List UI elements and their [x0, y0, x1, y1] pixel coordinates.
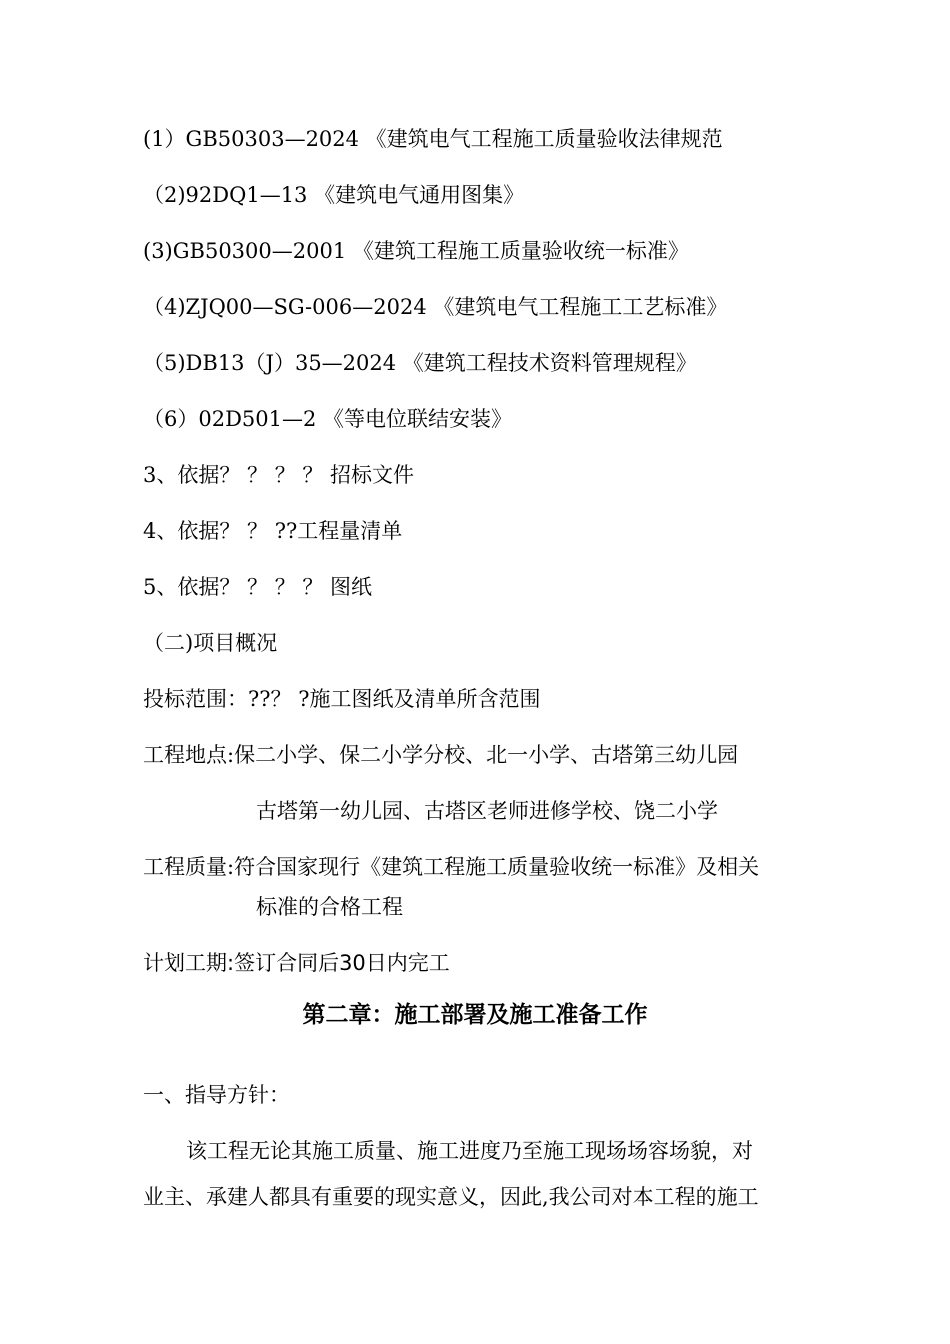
reference-item-6: （6）02D501—2 《等电位联结安装》 [143, 407, 513, 431]
project-location-continued: 古塔第一幼儿园、古塔区老师进修学校、饶二小学 [256, 799, 718, 823]
overview-title: （二)项目概况 [143, 631, 278, 655]
basis-tender-documents: 3、依据？ ？ ？ ？ 招标文件 [143, 463, 415, 487]
project-quality: 工程质量:符合国家现行《建筑工程施工质量验收统一标准》及相关 [143, 855, 760, 879]
reference-item-4: （4)ZJQ00—SG-006—2024 《建筑电气工程施工工艺标准》 [143, 295, 728, 319]
planned-schedule: 计划工期:签订合同后30日内完工 [143, 951, 450, 975]
section-guiding-principles: 一、指导方针： [143, 1083, 290, 1107]
bid-scope: 投标范围：??？ ?施工图纸及清单所含范围 [143, 687, 541, 711]
basis-bill-of-quantities: 4、依据？ ？ ??工程量清单 [143, 519, 403, 543]
basis-drawings: 5、依据？ ？ ？ ？ 图纸 [143, 575, 373, 599]
reference-item-3: (3)GB50300—2001 《建筑工程施工质量验收统一标准》 [143, 239, 689, 263]
paragraph-line-2: 业主、承建人都具有重要的现实意义，因此,我公司对本工程的施工 [143, 1185, 759, 1209]
reference-item-1: (1）GB50303—2024 《建筑电气工程施工质量验收法律规范 [143, 127, 723, 151]
paragraph-line-1: 该工程无论其施工质量、施工进度乃至施工现场场容场貌，对 [186, 1139, 753, 1163]
project-quality-continued: 标准的合格工程 [256, 895, 403, 919]
project-location: 工程地点:保二小学、保二小学分校、北一小学、古塔第三幼儿园 [143, 743, 739, 767]
reference-item-2: （2)92DQ1—13 《建筑电气通用图集》 [143, 183, 525, 207]
reference-item-5: （5)DB13（J）35—2024 《建筑工程技术资料管理规程》 [143, 351, 697, 375]
chapter-heading: 第二章：施工部署及施工准备工作 [302, 1002, 648, 1028]
